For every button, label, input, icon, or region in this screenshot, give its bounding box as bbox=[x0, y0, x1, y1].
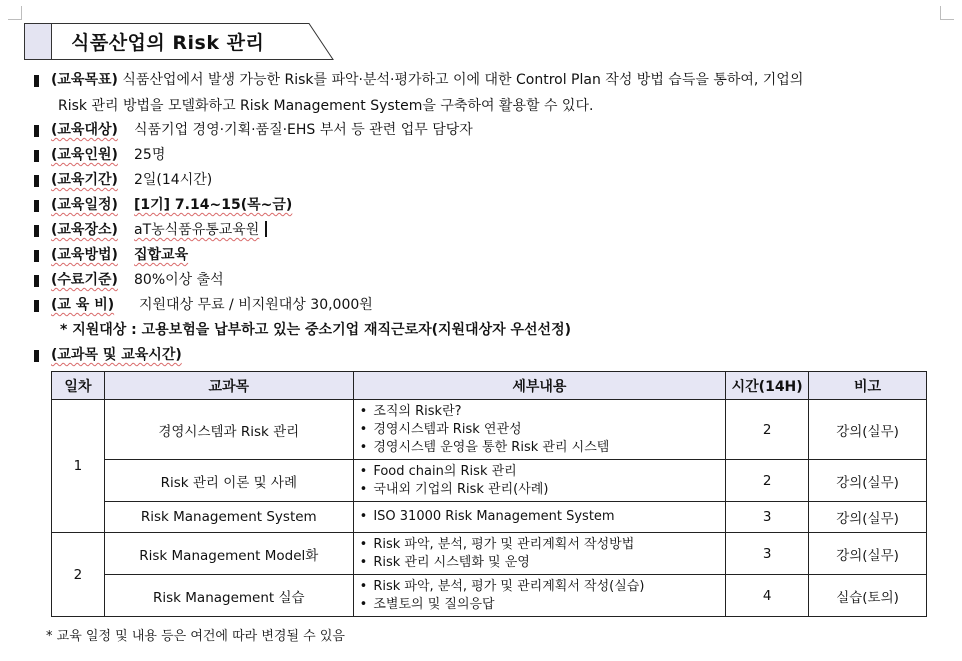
info-row-period bbox=[34, 168, 946, 193]
page-title: 식품산업의 Risk 관리 bbox=[71, 32, 265, 54]
details-cell bbox=[353, 400, 726, 460]
details-cell bbox=[353, 533, 726, 575]
bullet-marker bbox=[34, 275, 39, 287]
header-details: 세부내용 bbox=[353, 372, 726, 400]
info-value: 식품기업 경영·기획·품질·EHS 부서 등 관련 업무 담당자 bbox=[134, 122, 473, 138]
bullet-marker bbox=[34, 125, 39, 137]
info-row-completion bbox=[34, 268, 946, 293]
table-row bbox=[52, 533, 927, 575]
hours-cell: 4 bbox=[726, 575, 809, 617]
info-label: (수료기준) bbox=[51, 272, 118, 288]
curriculum-table bbox=[51, 371, 927, 617]
bullet-marker bbox=[34, 350, 39, 362]
table-row bbox=[52, 575, 927, 617]
title-banner bbox=[24, 23, 334, 60]
info-row-goal bbox=[34, 68, 946, 118]
table-row bbox=[52, 502, 927, 533]
note-cell: 강의(실무) bbox=[809, 502, 927, 533]
goal-line-1 bbox=[51, 68, 803, 93]
table-row bbox=[52, 460, 927, 502]
details-cell bbox=[353, 575, 726, 617]
detail-item: • 국내외 기업의 Risk 관리(사례) bbox=[360, 481, 726, 499]
bullet-marker bbox=[34, 200, 39, 212]
hours-cell: 3 bbox=[726, 533, 809, 575]
header-subject: 교과목 bbox=[104, 372, 353, 400]
day-cell: 2 bbox=[52, 533, 105, 617]
bullet-marker bbox=[34, 75, 39, 87]
info-label: (교육방법) bbox=[51, 247, 118, 263]
info-value: 지원대상 무료 / 비지원대상 30,000원 bbox=[139, 297, 373, 313]
text-cursor bbox=[265, 221, 267, 237]
info-value: 2일(14시간) bbox=[134, 172, 213, 188]
detail-item: • Risk 파악, 분석, 평가 및 관리계획서 작성(실습) bbox=[360, 578, 726, 596]
details-cell bbox=[353, 460, 726, 502]
page-corner-mark-right bbox=[940, 6, 954, 20]
goal-text-2: Risk 관리 방법을 모델화하고 Risk Management System을 구축하여 활용할 수 있다. bbox=[58, 98, 594, 114]
goal-text-1: 식품산업에서 발생 가능한 Risk를 파악·분석·평가하고 이에 대한 Control Plan 작성 방법 습득을 통하여, 기업의 bbox=[122, 72, 804, 88]
subject-cell: Risk Management 실습 bbox=[104, 575, 353, 617]
details-cell bbox=[353, 502, 726, 533]
info-row-headcount bbox=[34, 143, 946, 168]
footnote: * 교육 일정 및 내용 등은 여건에 따라 변경될 수 있음 bbox=[46, 629, 345, 644]
table-row bbox=[52, 400, 927, 460]
header-day: 일차 bbox=[52, 372, 105, 400]
info-row-curriculum bbox=[34, 343, 946, 368]
subject-cell: Risk Management Model화 bbox=[104, 533, 353, 575]
bullet-marker bbox=[34, 300, 39, 312]
header-hours: 시간(14H) bbox=[726, 372, 809, 400]
info-value: aT농식품유통교육원 bbox=[134, 222, 260, 238]
note-cell: 강의(실무) bbox=[809, 400, 927, 460]
title-box bbox=[51, 23, 334, 60]
hours-cell: 2 bbox=[726, 400, 809, 460]
info-label: (교육대상) bbox=[51, 122, 118, 138]
day-cell: 1 bbox=[52, 400, 105, 533]
info-label: (교육기간) bbox=[51, 172, 118, 188]
bullet-marker bbox=[34, 225, 39, 237]
hours-cell: 3 bbox=[726, 502, 809, 533]
info-label: (교육일정) bbox=[51, 197, 118, 213]
course-info bbox=[34, 68, 946, 368]
info-label: (교육인원) bbox=[51, 147, 118, 163]
info-label: (교육장소) bbox=[51, 222, 118, 238]
table-header-row bbox=[52, 372, 927, 400]
note-cell: 실습(토의) bbox=[809, 575, 927, 617]
hours-cell: 2 bbox=[726, 460, 809, 502]
detail-item: • Risk 관리 시스템화 및 운영 bbox=[360, 554, 726, 572]
bullet-marker bbox=[34, 250, 39, 262]
title-accent-block bbox=[24, 23, 52, 60]
bullet-marker bbox=[34, 150, 39, 162]
info-value: [1기] 7.14~15(목~금) bbox=[134, 197, 293, 213]
support-note-row bbox=[34, 318, 946, 343]
subject-cell: Risk Management System bbox=[104, 502, 353, 533]
detail-item: • 경영시스템 운영을 통한 Risk 관리 시스템 bbox=[360, 439, 726, 457]
info-label: (교 육 비) bbox=[51, 297, 115, 313]
header-note: 비고 bbox=[809, 372, 927, 400]
info-row-venue bbox=[34, 218, 946, 243]
support-note: * 지원대상 : 고용보험을 납부하고 있는 중소기업 재직근로자(지원대상자 우선선정) bbox=[60, 322, 571, 338]
detail-item: • 조별토의 및 질의응답 bbox=[360, 596, 726, 614]
info-row-fee bbox=[34, 293, 946, 318]
info-row-method bbox=[34, 243, 946, 268]
note-cell: 강의(실무) bbox=[809, 460, 927, 502]
page-corner-mark-left bbox=[8, 6, 22, 20]
subject-cell: Risk 관리 이론 및 사례 bbox=[104, 460, 353, 502]
curriculum-label: (교과목 및 교육시간) bbox=[51, 347, 182, 363]
info-row-schedule bbox=[34, 193, 946, 218]
info-value: 25명 bbox=[134, 147, 166, 163]
note-cell: 강의(실무) bbox=[809, 533, 927, 575]
detail-item: • ISO 31000 Risk Management System bbox=[360, 508, 726, 526]
info-value: 80%이상 출석 bbox=[134, 272, 224, 288]
detail-item: • 조직의 Risk란? bbox=[360, 403, 726, 421]
detail-item: • Risk 파악, 분석, 평가 및 관리계획서 작성방법 bbox=[360, 536, 726, 554]
goal-label: (교육목표) bbox=[51, 72, 118, 88]
info-value: 집합교육 bbox=[134, 247, 189, 263]
info-row-target bbox=[34, 118, 946, 143]
detail-item: • Food chain의 Risk 관리 bbox=[360, 463, 726, 481]
subject-cell: 경영시스템과 Risk 관리 bbox=[104, 400, 353, 460]
detail-item: • 경영시스템과 Risk 연관성 bbox=[360, 421, 726, 439]
bullet-marker bbox=[34, 175, 39, 187]
info-value-wrap bbox=[134, 218, 267, 243]
